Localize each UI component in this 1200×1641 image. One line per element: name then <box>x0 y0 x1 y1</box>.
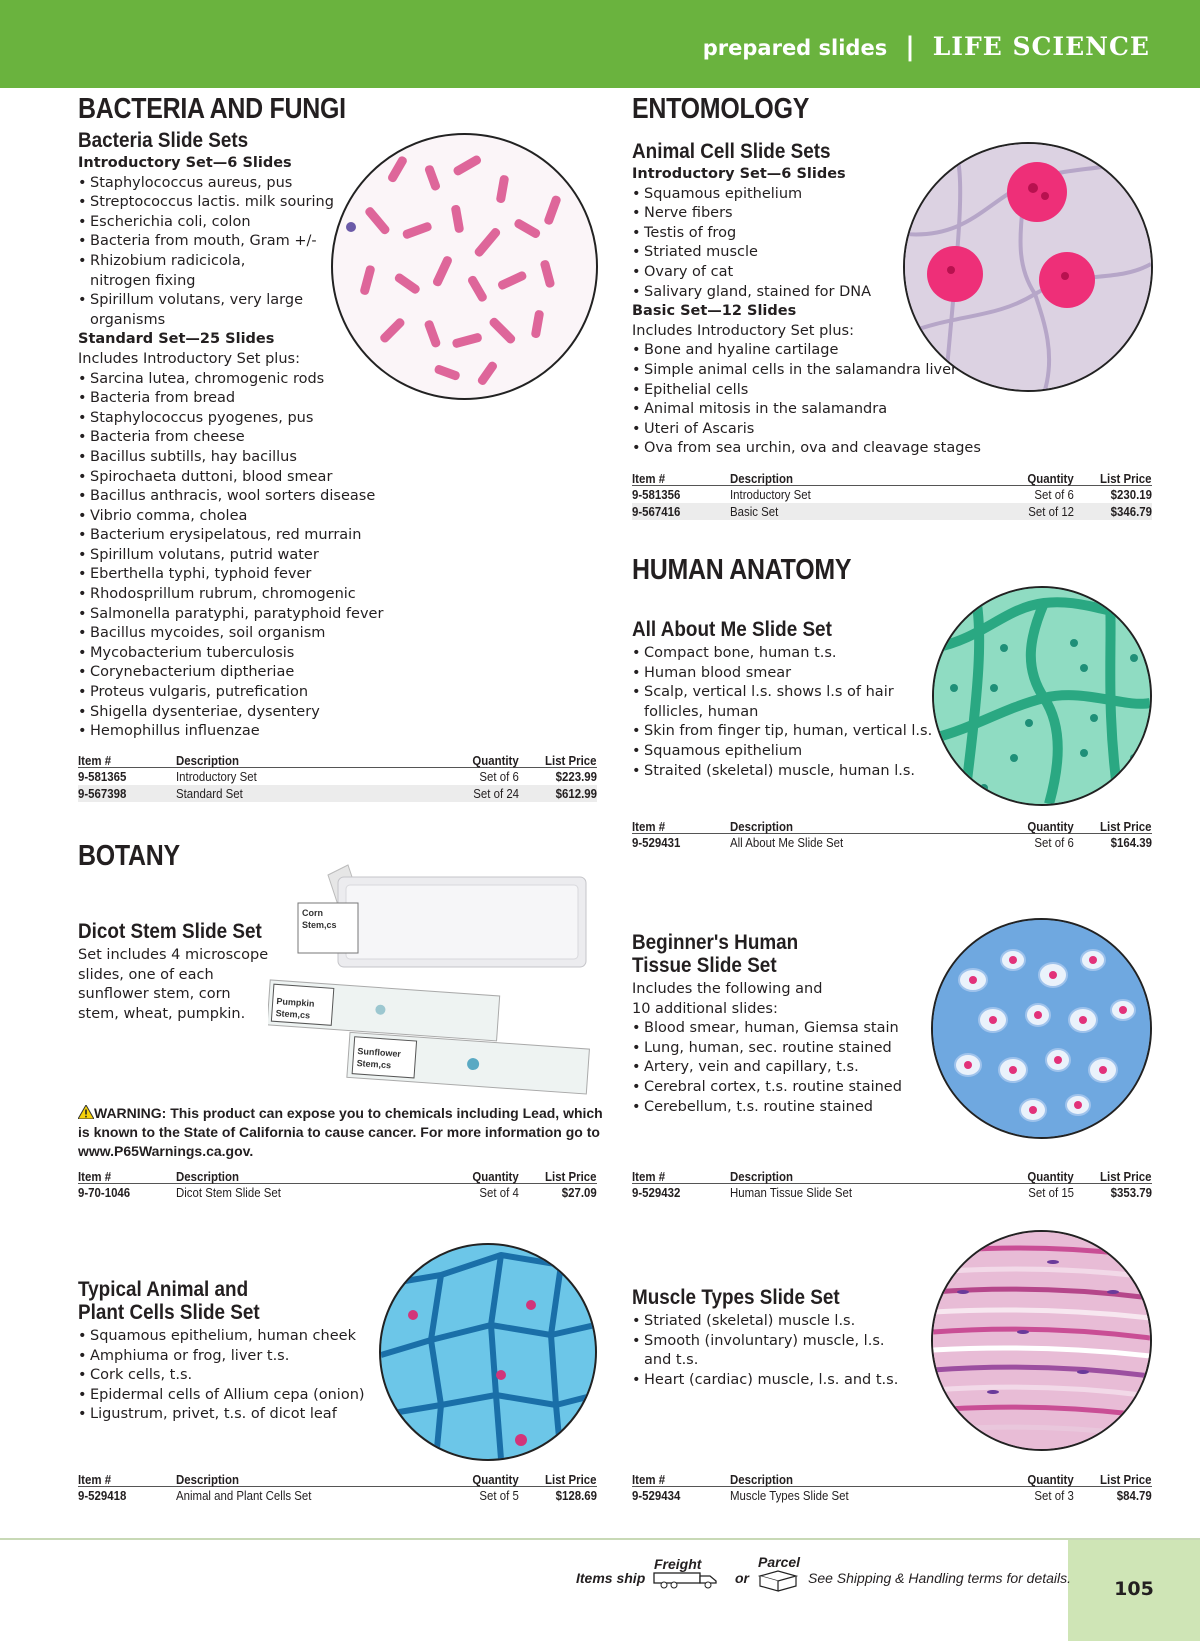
human-tissue-items <box>632 1019 902 1117</box>
table-header <box>78 752 597 768</box>
cell-description: Introductory Set <box>176 769 257 784</box>
list-item: • Human blood smear <box>632 664 932 684</box>
list-item: • Uteri of Ascaris <box>632 420 981 440</box>
bullet-icon: • <box>78 684 87 701</box>
bullet-icon: • <box>78 1386 87 1403</box>
col-list-price: List Price <box>1100 471 1152 486</box>
title-line: Tissue Slide Set <box>632 954 777 977</box>
cell-description: Muscle Types Slide Set <box>730 1488 849 1503</box>
list-item: • Salivary gland, stained for DNA <box>632 283 981 303</box>
cell-description: Animal and Plant Cells Set <box>176 1488 312 1503</box>
section-title-botany: BOTANY <box>78 840 180 872</box>
list-item: • Salmonella paratyphi, paratyphoid fever <box>78 605 383 625</box>
bullet-icon: • <box>78 468 87 485</box>
col-list-price: List Price <box>1100 1169 1152 1184</box>
bullet-icon: • <box>78 586 87 603</box>
bullet-icon: • <box>632 1078 641 1095</box>
section-title-human-anatomy: HUMAN ANATOMY <box>632 554 852 586</box>
bullet-icon: • <box>632 361 641 378</box>
cell-item: 9-529431 <box>632 835 681 850</box>
list-item: • Striated (skeletal) muscle l.s. <box>632 1312 898 1332</box>
bullet-icon: • <box>78 625 87 642</box>
bullet-icon: • <box>78 546 87 563</box>
cell-price: $353.79 <box>1110 1185 1152 1200</box>
list-item: • Escherichia coli, colon <box>78 213 383 233</box>
cell-item: 9-567398 <box>78 786 127 801</box>
warning-line: is known to the State of California to cause cancer. For more information go to <box>78 1124 600 1140</box>
cell-description: Introductory Set <box>730 487 811 502</box>
basic-set-intro: Includes Introductory Set plus: <box>632 322 854 339</box>
list-item: • Hemophillus influenzae <box>78 722 383 742</box>
table-row <box>632 834 1152 851</box>
cell-description: Basic Set <box>730 504 779 519</box>
bullet-icon: • <box>632 224 641 241</box>
table-row <box>78 785 597 802</box>
title-line: Typical Animal and <box>78 1278 249 1301</box>
cell-item: 9-581356 <box>632 487 681 502</box>
bullet-icon: • <box>632 420 641 437</box>
human-tissue-list <box>632 980 902 1117</box>
product-title-cells <box>78 1278 260 1324</box>
bullet-icon: • <box>78 213 87 230</box>
bullet-icon: • <box>632 1039 641 1056</box>
cells-micrograph <box>379 1243 597 1461</box>
all-about-me-list <box>632 644 932 781</box>
text-line: Includes the following and <box>632 981 823 997</box>
col-item: Item # <box>78 1169 112 1184</box>
table-header <box>78 1471 597 1487</box>
bullet-icon: • <box>78 566 87 583</box>
list-item: • Epidermal cells of Allium cepa (onion) <box>78 1386 365 1406</box>
cell-price: $164.39 <box>1110 835 1152 850</box>
bullet-icon: • <box>632 283 641 300</box>
slide-label-corn: Corn Stem,cs <box>302 908 337 930</box>
bacteria-micrograph-art <box>333 135 596 398</box>
text-line: slides, one of each <box>78 966 214 983</box>
table-header <box>632 470 1152 486</box>
list-item: follicles, human <box>644 703 759 720</box>
bullet-icon: • <box>632 1098 641 1115</box>
list-item: • Spirillum volutans, putrid water <box>78 546 383 566</box>
human-tissue-art <box>933 920 1150 1137</box>
cell-quantity: Set of 12 <box>1028 504 1074 519</box>
standard-set-items <box>78 370 383 742</box>
shipping-terms: See Shipping & Handling terms for details. <box>808 1570 1072 1586</box>
dicot-description <box>78 946 268 1024</box>
cell-price: $223.99 <box>555 769 597 784</box>
standard-set-intro: Includes Introductory Set plus: <box>78 350 300 367</box>
col-list-price: List Price <box>545 1472 597 1487</box>
list-item: • Staphylococcus aureus, pus <box>78 174 383 194</box>
text-line: 10 additional slides: <box>632 1000 778 1017</box>
table-row <box>78 1184 597 1201</box>
page-number: 105 <box>1114 1578 1154 1600</box>
bullet-icon: • <box>78 605 87 622</box>
table-row <box>632 486 1152 503</box>
cell-quantity: Set of 4 <box>479 1185 519 1200</box>
human-tissue-intro <box>632 980 902 1019</box>
cell-item: 9-70-1046 <box>78 1185 131 1200</box>
bullet-icon: • <box>78 292 87 309</box>
cell-quantity: Set of 6 <box>1034 487 1074 502</box>
animal-cell-art <box>905 144 1151 390</box>
bullet-icon: • <box>78 390 87 407</box>
col-description: Description <box>730 1169 793 1184</box>
list-item: organisms <box>90 311 166 328</box>
list-item: • Squamous epithelium <box>632 742 932 762</box>
muscle-art <box>933 1232 1150 1449</box>
list-item: • Epithelial cells <box>632 381 981 401</box>
col-list-price: List Price <box>545 1169 597 1184</box>
col-list-price: List Price <box>1100 819 1152 834</box>
cell-item: 9-529434 <box>632 1488 681 1503</box>
muscle-micrograph <box>931 1230 1152 1451</box>
table-row <box>632 503 1152 520</box>
list-item: and t.s. <box>644 1352 699 1369</box>
col-item: Item # <box>632 819 666 834</box>
bullet-icon: • <box>78 1367 87 1384</box>
list-item: • Nerve fibers <box>632 204 981 224</box>
bullet-icon: • <box>632 185 641 202</box>
price-table-human-tissue <box>632 1168 1152 1201</box>
slide-label-sunflower: Sunflower Stem,cs <box>356 1046 402 1071</box>
bullet-icon: • <box>78 664 87 681</box>
list-item: • Staphylococcus pyogenes, pus <box>78 409 383 429</box>
col-quantity: Quantity <box>1027 1169 1074 1184</box>
cell-price: $612.99 <box>555 786 597 801</box>
list-item: • Animal mitosis in the salamandra <box>632 400 981 420</box>
col-quantity: Quantity <box>1027 471 1074 486</box>
col-item: Item # <box>632 1169 666 1184</box>
cell-item: 9-567416 <box>632 504 681 519</box>
page-header <box>703 32 1150 62</box>
text-line: stem, wheat, pumpkin. <box>78 1005 246 1022</box>
cell-quantity: Set of 15 <box>1028 1185 1074 1200</box>
cell-item: 9-529432 <box>632 1185 681 1200</box>
price-table-all-about-me <box>632 818 1152 851</box>
basic-set-heading: Basic Set—12 Slides <box>632 303 797 320</box>
section-title-bacteria: BACTERIA AND FUNGI <box>78 93 346 125</box>
col-description: Description <box>176 753 239 768</box>
price-table-bacteria <box>78 752 597 802</box>
bullet-icon: • <box>78 194 87 211</box>
product-title-human-tissue <box>632 931 798 977</box>
cell-description: Dicot Stem Slide Set <box>176 1185 281 1200</box>
list-item: • Testis of frog <box>632 224 981 244</box>
col-description: Description <box>730 471 793 486</box>
table-row <box>78 1487 597 1504</box>
bullet-icon: • <box>78 527 87 544</box>
list-item: • Compact bone, human t.s. <box>632 644 932 664</box>
col-item: Item # <box>78 753 112 768</box>
cell-item: 9-581365 <box>78 769 127 784</box>
list-item: • Squamous epithelium <box>632 185 981 205</box>
bullet-icon: • <box>632 205 641 222</box>
col-quantity: Quantity <box>1027 819 1074 834</box>
dicot-slides-image <box>268 855 603 1095</box>
human-tissue-micrograph <box>931 918 1152 1139</box>
slide-box-art <box>268 855 603 1095</box>
bullet-icon: • <box>78 1347 87 1364</box>
list-item: • Bacteria from mouth, Gram +/- <box>78 232 383 252</box>
bullet-icon: • <box>78 233 87 250</box>
cell-price: $84.79 <box>1117 1488 1152 1503</box>
col-item: Item # <box>78 1472 112 1487</box>
col-quantity: Quantity <box>1027 1472 1074 1487</box>
list-item: • Skin from finger tip, human, vertical l.s. <box>632 722 932 742</box>
price-table-muscle-types <box>632 1471 1152 1504</box>
items-ship-label: Items ship <box>576 1570 646 1586</box>
list-item: • Bacillus mycoides, soil organism <box>78 624 383 644</box>
section-title-entomology: ENTOMOLOGY <box>632 93 810 125</box>
cell-price: $346.79 <box>1110 504 1152 519</box>
list-item: • Ova from sea urchin, ova and cleavage stages <box>632 439 981 459</box>
bullet-icon: • <box>632 1020 641 1037</box>
header-separator: | <box>905 32 915 62</box>
list-item: • Spirochaeta duttoni, blood smear <box>78 468 383 488</box>
price-table-entomology <box>632 470 1152 520</box>
bullet-icon: • <box>78 1406 87 1423</box>
list-item: • Spirillum volutans, very large <box>78 291 383 311</box>
table-header <box>632 818 1152 834</box>
list-item: • Ovary of cat <box>632 263 981 283</box>
bullet-icon: • <box>78 723 87 740</box>
list-item: • Heart (cardiac) muscle, l.s. and t.s. <box>632 1371 898 1391</box>
cell-quantity: Set of 24 <box>473 786 519 801</box>
truck-icon <box>652 1570 732 1590</box>
col-description: Description <box>176 1472 239 1487</box>
col-description: Description <box>730 1472 793 1487</box>
prop65-warning <box>78 1104 603 1161</box>
title-line: Beginner's Human <box>632 931 799 954</box>
bullet-icon: • <box>78 1328 87 1344</box>
basic-set-items <box>632 341 981 459</box>
bullet-icon: • <box>78 409 87 426</box>
or-label: or <box>735 1570 749 1586</box>
warning-icon <box>78 1105 94 1119</box>
list-item: • Eberthella typhi, typhoid fever <box>78 565 383 585</box>
list-item: • Bacteria from cheese <box>78 428 383 448</box>
list-item: • Bone and hyaline cartilage <box>632 341 981 361</box>
cells-micrograph-art <box>381 1245 595 1459</box>
list-item: • Shigella dysenteriae, dysentery <box>78 703 383 723</box>
bacteria-micrograph <box>331 133 598 400</box>
cell-quantity: Set of 6 <box>479 769 519 784</box>
list-item: • Ligustrum, privet, t.s. of dicot leaf <box>78 1405 365 1425</box>
list-item: • Simple animal cells in the salamandra liver <box>632 361 981 381</box>
list-item: • Cerebellum, t.s. routine stained <box>632 1098 902 1118</box>
muscle-types-list <box>632 1312 898 1390</box>
cell-item: 9-529418 <box>78 1488 127 1503</box>
product-title-bacteria: Bacteria Slide Sets <box>78 129 249 152</box>
list-item: • Sarcina lutea, chromogenic rods <box>78 370 383 390</box>
freight-label: Freight <box>654 1556 702 1572</box>
parcel-badge <box>756 1554 806 1592</box>
intro-set-heading: Introductory Set—6 Slides <box>632 166 846 182</box>
list-item: • Scalp, vertical l.s. shows l.s of hair <box>632 683 932 703</box>
list-item: • Blood smear, human, Giemsa stain <box>632 1019 902 1039</box>
list-item: • Mycobacterium tuberculosis <box>78 644 383 664</box>
list-item: • Streptococcus lactis. milk souring <box>78 193 383 213</box>
list-item: • Lung, human, sec. routine stained <box>632 1039 902 1059</box>
bullet-icon: • <box>632 684 641 701</box>
col-quantity: Quantity <box>472 1169 519 1184</box>
bullet-icon: • <box>632 401 641 418</box>
col-item: Item # <box>632 1472 666 1487</box>
cells-list <box>78 1327 365 1425</box>
list-item: • Corynebacterium diptheriae <box>78 663 383 683</box>
slide-label-pumpkin: Pumpkin Stem,cs <box>275 996 315 1021</box>
bullet-icon: • <box>78 174 87 191</box>
text-line: sunflower stem, corn <box>78 986 231 1003</box>
list-item: nitrogen fixing <box>90 272 196 289</box>
list-item: • Bacillus anthracis, wool sorters disease <box>78 487 383 507</box>
col-quantity: Quantity <box>472 753 519 768</box>
bullet-icon: • <box>632 1332 641 1349</box>
title-line: Plant Cells Slide Set <box>78 1301 260 1324</box>
list-item: • Amphiuma or frog, liver t.s. <box>78 1347 365 1367</box>
bullet-icon: • <box>78 507 87 524</box>
table-header <box>632 1168 1152 1184</box>
cell-price: $230.19 <box>1110 487 1152 502</box>
table-row <box>632 1487 1152 1504</box>
col-description: Description <box>730 819 793 834</box>
intro-set-heading: Introductory Set—6 Slides <box>78 155 292 171</box>
parcel-label: Parcel <box>758 1554 801 1570</box>
bullet-icon: • <box>78 488 87 505</box>
product-title-animal-cell: Animal Cell Slide Sets <box>632 140 831 163</box>
standard-set-heading: Standard Set—25 Slides <box>78 331 275 348</box>
bullet-icon: • <box>632 1313 641 1329</box>
bullet-icon: • <box>632 244 641 261</box>
table-row <box>78 768 597 785</box>
bullet-icon: • <box>632 1371 641 1388</box>
cell-quantity: Set of 6 <box>1034 835 1074 850</box>
bullet-icon: • <box>78 644 87 661</box>
list-item: • Squamous epithelium, human cheek <box>78 1327 365 1347</box>
list-item: • Rhizobium radicicola, <box>78 252 383 272</box>
cell-description: All About Me Slide Set <box>730 835 844 850</box>
bullet-icon: • <box>78 370 87 387</box>
list-item: • Rhodosprillum rubrum, chromogenic <box>78 585 383 605</box>
list-item: • Striated muscle <box>632 243 981 263</box>
col-list-price: List Price <box>545 753 597 768</box>
product-title-all-about-me: All About Me Slide Set <box>632 618 832 641</box>
price-table-dicot <box>78 1168 597 1201</box>
cell-description: Standard Set <box>176 786 243 801</box>
animal-cell-micrograph <box>903 142 1153 392</box>
bullet-icon: • <box>78 448 87 465</box>
bullet-icon: • <box>632 263 641 280</box>
all-about-me-micrograph <box>932 586 1152 806</box>
list-item: • Cork cells, t.s. <box>78 1366 365 1386</box>
bullet-icon: • <box>632 1059 641 1076</box>
header-title: LIFE SCIENCE <box>932 32 1150 61</box>
table-header <box>78 1168 597 1184</box>
col-list-price: List Price <box>1100 1472 1152 1487</box>
col-item: Item # <box>632 471 666 486</box>
bullet-icon: • <box>632 723 641 740</box>
list-item: • Artery, vein and capillary, t.s. <box>632 1058 902 1078</box>
bullet-icon: • <box>632 440 641 457</box>
all-about-me-art <box>934 588 1150 804</box>
product-title-dicot: Dicot Stem Slide Set <box>78 920 262 943</box>
list-item: • Straited (skeletal) muscle, human l.s. <box>632 762 932 782</box>
table-row <box>632 1184 1152 1201</box>
warning-link[interactable]: www.P65Warnings.ca.gov. <box>78 1143 254 1159</box>
bullet-icon: • <box>78 429 87 446</box>
bullet-icon: • <box>632 762 641 779</box>
footer-divider <box>0 1538 1200 1540</box>
header-subtitle: prepared slides <box>702 36 888 60</box>
bullet-icon: • <box>78 703 87 720</box>
list-item: • Bacteria from bread <box>78 389 383 409</box>
text-line: Set includes 4 microscope <box>78 947 269 963</box>
freight-badge <box>652 1556 732 1590</box>
cell-description: Human Tissue Slide Set <box>730 1185 853 1200</box>
parcel-box-icon <box>756 1570 800 1592</box>
bullet-icon: • <box>632 645 641 661</box>
bullet-icon: • <box>632 742 641 759</box>
price-table-cells <box>78 1471 597 1504</box>
product-title-muscle-types: Muscle Types Slide Set <box>632 1286 840 1309</box>
cell-quantity: Set of 3 <box>1034 1488 1074 1503</box>
col-description: Description <box>176 1169 239 1184</box>
cell-price: $128.69 <box>555 1488 597 1503</box>
list-item: • Cerebral cortex, t.s. routine stained <box>632 1078 902 1098</box>
bullet-icon: • <box>632 664 641 681</box>
bullet-icon: • <box>78 252 87 269</box>
bullet-icon: • <box>632 342 641 359</box>
list-item: • Smooth (involuntary) muscle, l.s. <box>632 1332 898 1352</box>
list-item: • Vibrio comma, cholea <box>78 507 383 527</box>
warning-line: WARNING: This product can expose you to chemicals including Lead, which <box>94 1105 603 1121</box>
cell-price: $27.09 <box>562 1185 597 1200</box>
cell-quantity: Set of 5 <box>479 1488 519 1503</box>
list-item: • Bacterium erysipelatous, red murrain <box>78 526 383 546</box>
col-quantity: Quantity <box>472 1472 519 1487</box>
table-header <box>632 1471 1152 1487</box>
bullet-icon: • <box>632 381 641 398</box>
list-item: • Bacillus subtills, hay bacillus <box>78 448 383 468</box>
list-item: • Proteus vulgaris, putrefication <box>78 683 383 703</box>
